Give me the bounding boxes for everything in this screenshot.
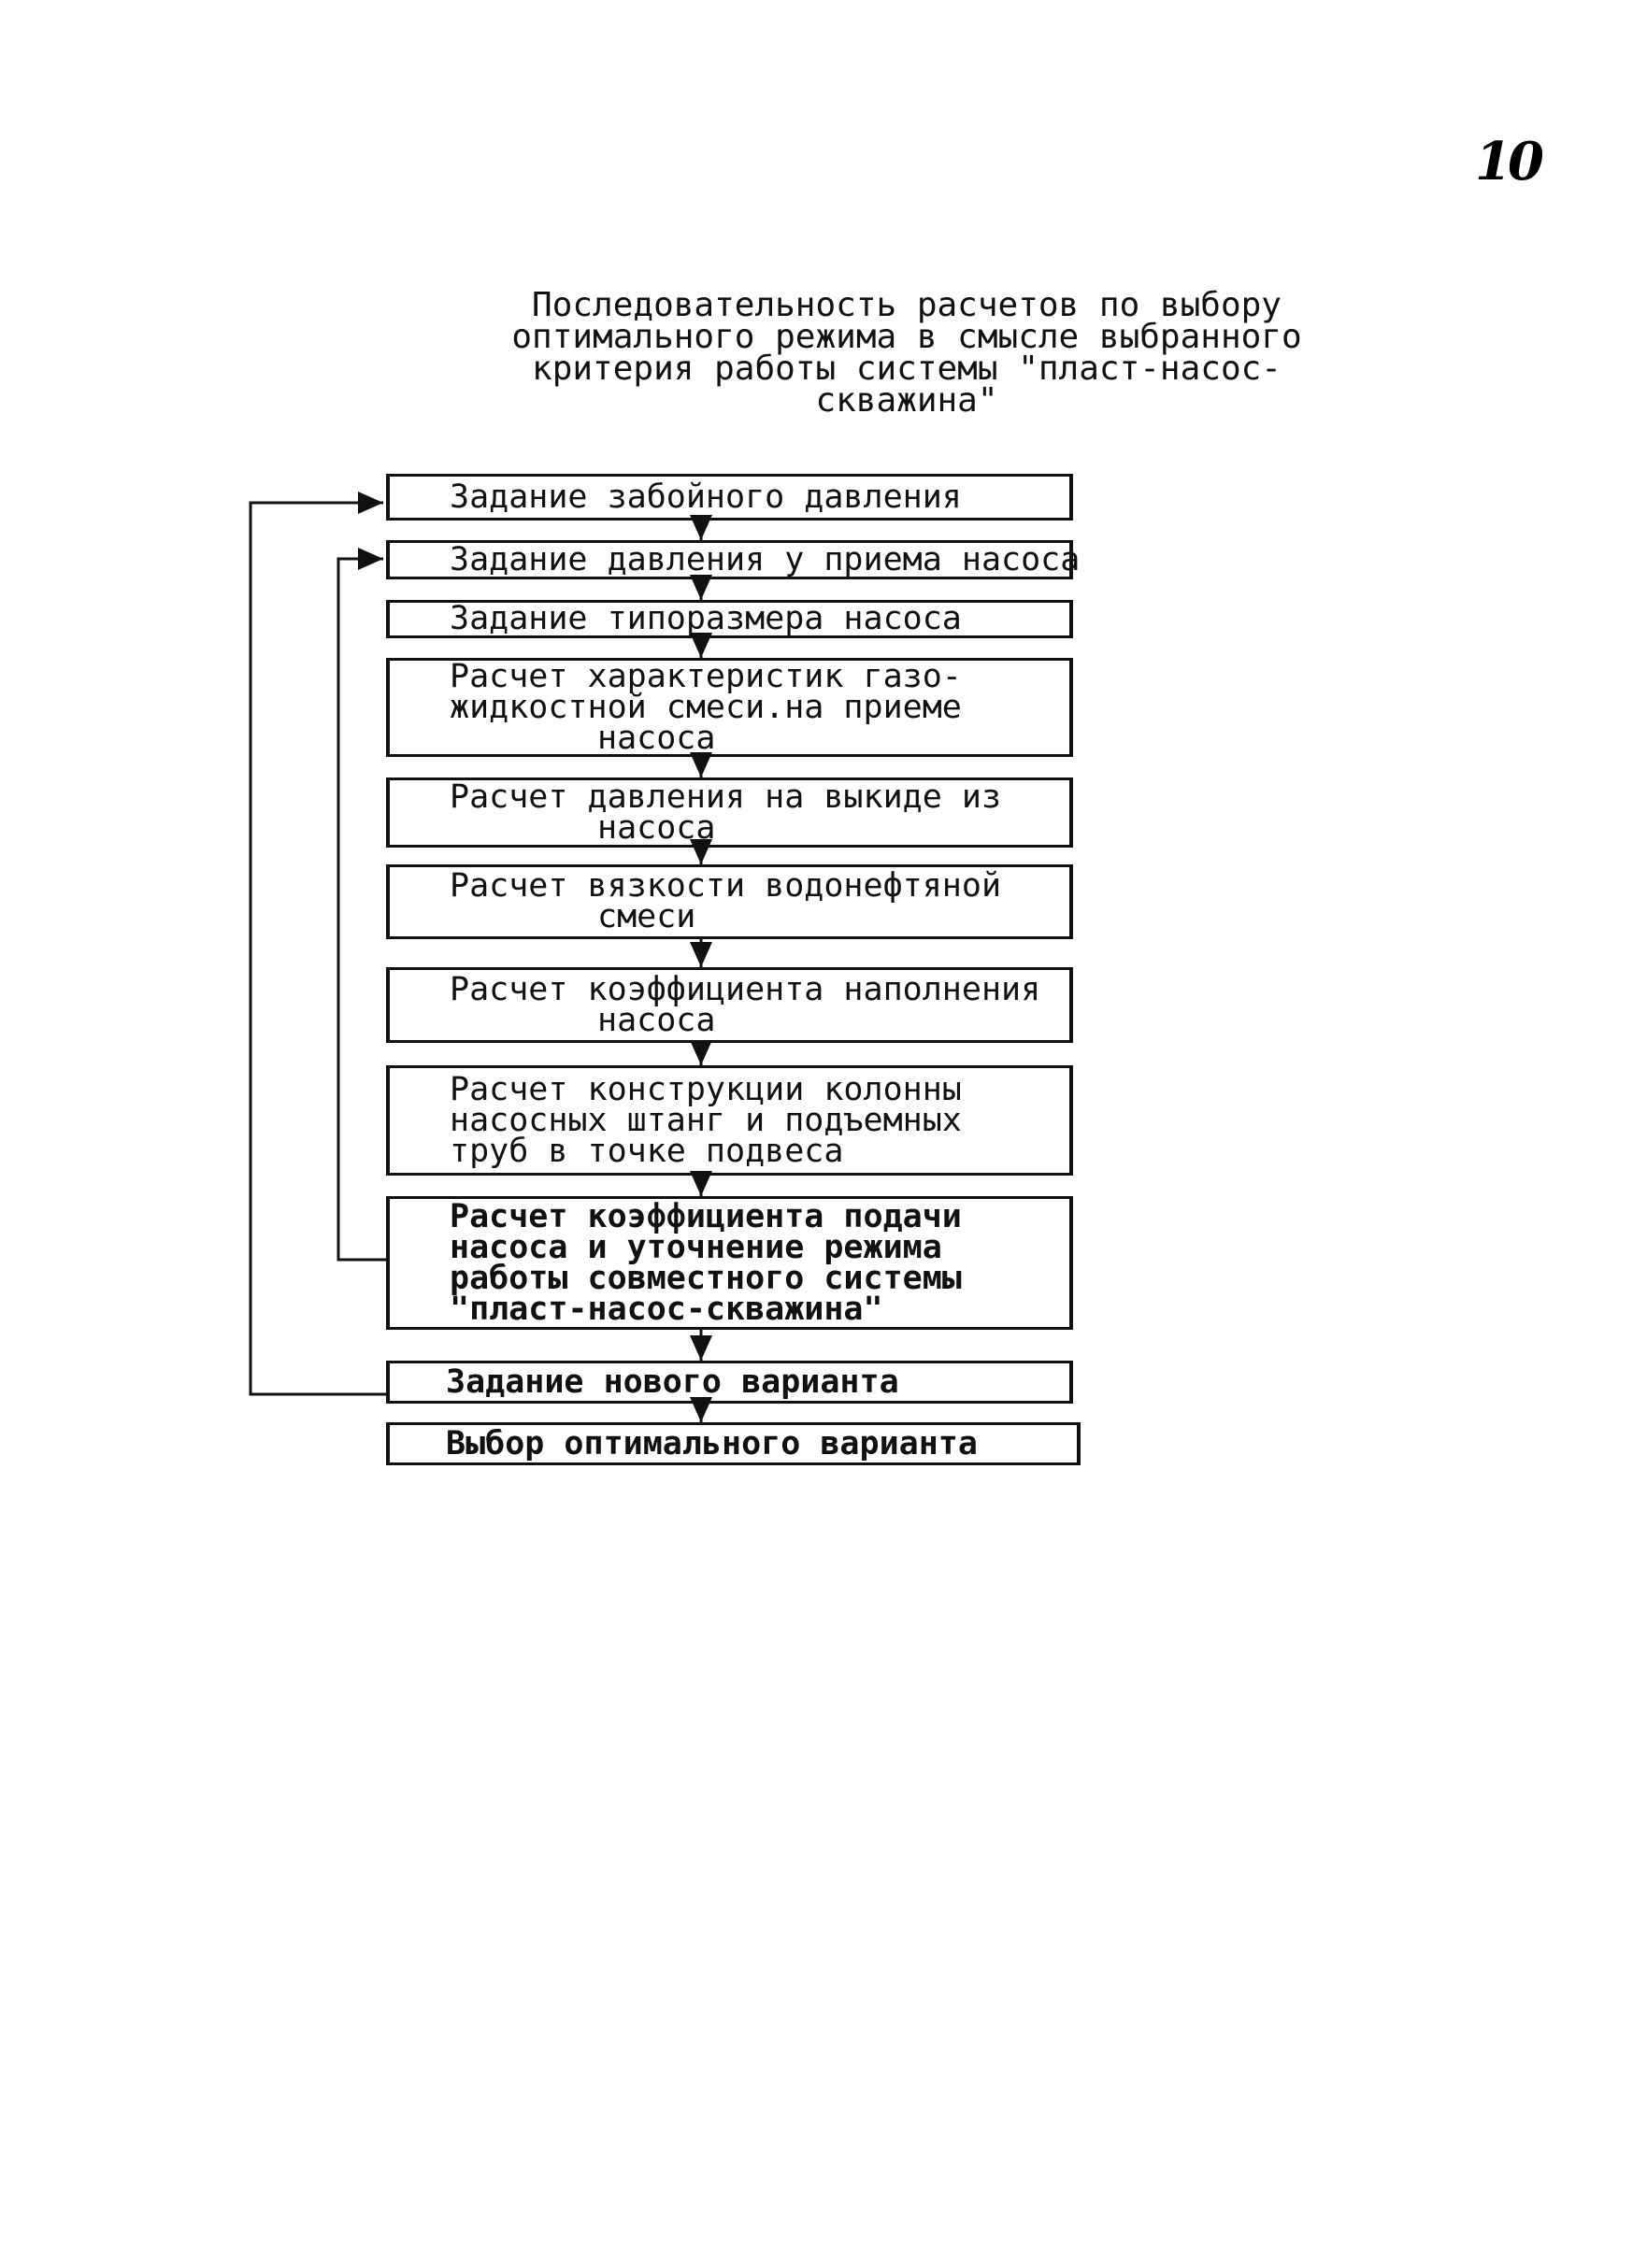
step-text: работы совместного системы bbox=[450, 1259, 962, 1297]
title-line: скважина" bbox=[815, 381, 998, 420]
step-bottomhole-pressure bbox=[386, 474, 1073, 521]
step-text: труб в точке подвеса bbox=[450, 1132, 844, 1170]
step-text: Расчет коэффициента наполнения bbox=[450, 970, 1041, 1008]
title-line: оптимального режима в смысле выбранного bbox=[511, 318, 1302, 356]
step-text: Расчет характеристик газо- bbox=[450, 657, 962, 695]
step-optimal-variant bbox=[386, 1422, 1081, 1465]
step-fill-coefficient bbox=[386, 967, 1073, 1043]
step-text: Задание давления у приема насоса bbox=[450, 540, 1081, 578]
step-text: насоса bbox=[597, 808, 716, 847]
step-text: Расчет коэффициента подачи bbox=[450, 1197, 962, 1235]
step-text: Задание типоразмера насоса bbox=[450, 600, 962, 637]
step-text: смеси bbox=[597, 898, 696, 935]
step-text: насосных штанг и подъемных bbox=[450, 1101, 962, 1139]
loop-arrow-inner bbox=[338, 559, 386, 1260]
step-text: Задание нового варианта bbox=[446, 1362, 899, 1401]
step-text: Расчет конструкции колонны bbox=[450, 1070, 962, 1108]
title-line: Последовательность расчетов по выбору bbox=[532, 286, 1282, 324]
step-new-variant bbox=[386, 1361, 1073, 1404]
title-line: критерия работы системы "пласт-насос- bbox=[532, 349, 1282, 388]
step-text: Выбор оптимального варианта bbox=[446, 1424, 978, 1462]
step-intake-pressure bbox=[386, 540, 1081, 579]
step-text: "пласт-насос-скважина" bbox=[450, 1290, 883, 1328]
step-text: насоса и уточнение режима bbox=[450, 1228, 942, 1266]
step-text: насоса bbox=[597, 719, 716, 757]
step-text: Задание забойного давления bbox=[450, 478, 962, 516]
step-text: Расчет давления на выкиде из bbox=[450, 777, 1002, 816]
step-discharge-pressure bbox=[386, 777, 1073, 848]
step-gas-liquid-mixture bbox=[386, 658, 1073, 757]
step-rod-string-design bbox=[386, 1065, 1073, 1176]
step-text: жидкостной смеси.на приеме bbox=[450, 688, 962, 726]
step-viscosity bbox=[386, 864, 1073, 939]
page-number: 10 bbox=[1475, 131, 1540, 193]
step-text: Расчет вязкости водонефтяной bbox=[450, 867, 1002, 905]
step-pump-size bbox=[386, 600, 1073, 638]
step-text: насоса bbox=[597, 1001, 716, 1039]
step-delivery-coefficient bbox=[386, 1196, 1073, 1330]
